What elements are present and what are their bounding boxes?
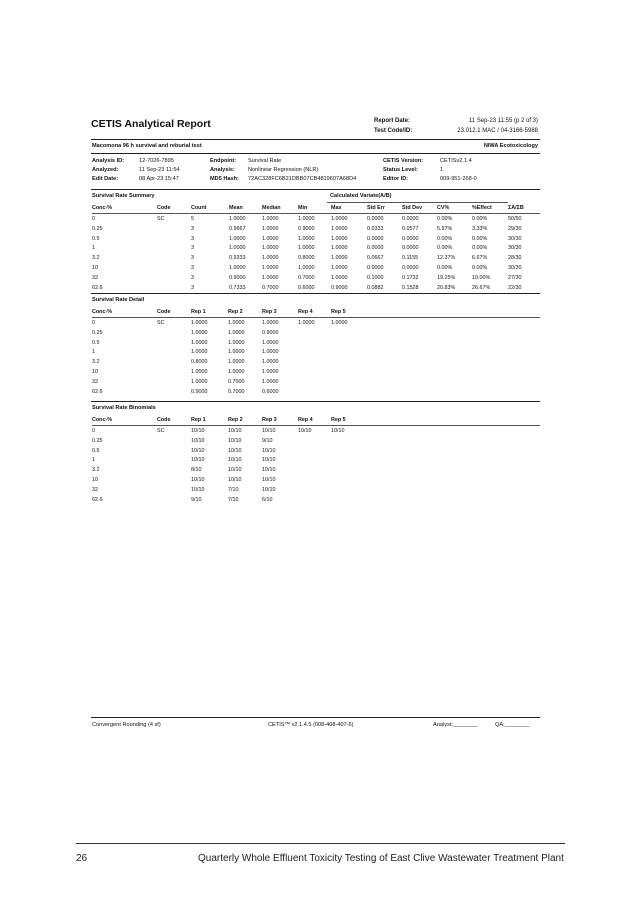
table-cell: 0.7000 <box>298 274 315 281</box>
table-cell: 22/30 <box>508 284 522 291</box>
column-header: Conc-% <box>92 309 113 315</box>
analysis-id: 12-7026-7895 <box>139 158 174 164</box>
table-cell: 10/10 <box>331 428 345 434</box>
column-header: Rep 3 <box>262 417 277 423</box>
table-cell: 0.0667 <box>367 255 384 262</box>
table-cell: 3.2 <box>92 255 100 262</box>
editor-id-label: Editor ID: <box>383 176 409 182</box>
report-date: 11 Sep-23 11:55 (p 2 of 3) <box>468 118 538 124</box>
table-cell: 1.0000 <box>191 339 208 346</box>
table-cell: 10/10 <box>228 477 242 483</box>
status-level: 1 <box>440 167 444 173</box>
table-cell: SC <box>157 216 165 222</box>
table-cell: 10/10 <box>228 447 242 454</box>
table-cell: 0.00% <box>437 265 453 271</box>
table-cell: 5.97% <box>437 225 453 232</box>
table-cell: 3 <box>191 225 194 232</box>
table-cell: 29/30 <box>508 225 522 232</box>
rounding-note: Convergent Rounding (4 sf) <box>92 722 161 728</box>
column-header: Std Dev <box>402 205 423 211</box>
table-cell: 0.9667 <box>229 225 246 232</box>
table-cell: 62.6 <box>92 388 103 395</box>
table-cell: 19.25% <box>437 274 456 281</box>
qa-signature: QA:________ <box>495 722 530 728</box>
table-cell: 1.0000 <box>228 320 245 326</box>
status-level-label: Status Level: <box>383 167 418 173</box>
table-cell: 0.0000 <box>367 216 384 222</box>
table-cell: 30/30 <box>508 245 522 252</box>
table-cell: 3 <box>191 245 194 252</box>
summary-rule <box>91 189 540 190</box>
table-cell: 0.7000 <box>262 284 279 291</box>
table-cell: 1.0000 <box>331 265 348 271</box>
table-cell: 20.83% <box>437 284 456 291</box>
column-header: Rep 5 <box>331 417 346 423</box>
table-cell: 0.0000 <box>402 216 419 222</box>
table-cell: 3 <box>191 255 194 262</box>
table-cell: 1.0000 <box>229 265 246 271</box>
table-cell: 10/10 <box>191 457 205 464</box>
table-cell: 3 <box>191 265 194 271</box>
table-cell: 0.0000 <box>402 235 419 242</box>
table-cell: 1.0000 <box>191 320 208 326</box>
table-cell: 1.0000 <box>298 320 315 326</box>
table-cell: 10/10 <box>228 467 242 474</box>
column-header: Rep 1 <box>191 309 206 315</box>
table-cell: 0.5 <box>92 339 100 346</box>
table-cell: SC <box>157 428 165 434</box>
column-header: Mean <box>229 205 243 211</box>
table-cell: 30/30 <box>508 235 522 242</box>
detail-rule <box>91 293 540 294</box>
table-cell: 3.2 <box>92 467 100 474</box>
table-cell: 10/10 <box>191 437 205 444</box>
column-header: CV% <box>437 205 450 211</box>
table-cell: 50/50 <box>508 216 522 222</box>
table-cell: 1.0000 <box>331 235 348 242</box>
table-cell: 0.9333 <box>229 255 246 262</box>
table-cell: 10/10 <box>191 428 205 434</box>
table-cell: 1 <box>92 245 95 252</box>
table-cell: 0.9000 <box>331 284 348 291</box>
column-header: Max <box>331 205 342 211</box>
column-header: Rep 4 <box>298 309 313 315</box>
table-cell: 1.0000 <box>298 235 315 242</box>
table-cell: 0.7000 <box>228 378 245 385</box>
report-title: CETIS Analytical Report <box>91 118 211 130</box>
table-cell: 1 <box>92 457 95 464</box>
column-header: ΣA/ΣB <box>508 205 524 211</box>
table-cell: 1.0000 <box>331 245 348 252</box>
edit-date: 08 Apr-23 15:47 <box>139 176 179 182</box>
table-cell: 10 <box>92 477 98 483</box>
summary-title: Survival Rate Summary <box>92 193 155 199</box>
table-cell: 10/10 <box>298 428 312 434</box>
table-cell: 10/10 <box>191 447 205 454</box>
table-cell: 0.0000 <box>367 265 384 271</box>
table-cell: 32 <box>92 378 98 385</box>
table-cell: 0.0333 <box>367 225 384 232</box>
table-cell: 62.6 <box>92 284 103 291</box>
table-cell: 1.0000 <box>331 216 348 222</box>
report-date-label: Report Date: <box>374 118 411 124</box>
column-header: Rep 3 <box>262 309 277 315</box>
test-code-label: Test Code/ID: <box>374 128 413 134</box>
edit-date-label: Edit Date: <box>92 176 119 182</box>
table-cell: 10/10 <box>228 437 242 444</box>
table-cell: 10/10 <box>191 486 205 493</box>
table-cell: 0 <box>92 320 95 326</box>
header-rule <box>91 139 540 140</box>
table-cell: 0.0000 <box>367 245 384 252</box>
table-cell: 0.6000 <box>262 388 279 395</box>
table-cell: 27/30 <box>508 274 522 281</box>
table-cell: 1.0000 <box>262 378 279 385</box>
column-header: Rep 1 <box>191 417 206 423</box>
table-cell: 0.9000 <box>298 225 315 232</box>
table-cell: 0.8000 <box>191 359 208 366</box>
table-cell: 10/10 <box>228 457 242 464</box>
table-cell: 10.00% <box>472 274 491 281</box>
table-cell: 1.0000 <box>191 369 208 375</box>
table-cell: 0.6000 <box>298 284 315 291</box>
table-cell: 0.8000 <box>298 255 315 262</box>
table-cell: 26.67% <box>472 284 491 291</box>
table-cell: 10/10 <box>262 467 276 474</box>
table-cell: 5 <box>191 216 194 222</box>
table-cell: 0.25 <box>92 225 103 232</box>
table-cell: 1.0000 <box>262 255 279 262</box>
table-cell: 7/10 <box>228 496 239 503</box>
table-cell: 10/10 <box>262 428 276 434</box>
table-cell: 0.5 <box>92 235 100 242</box>
column-header: Median <box>262 205 281 211</box>
table-cell: 0.7000 <box>228 388 245 395</box>
header-underline <box>92 317 540 318</box>
column-header: %Effect <box>472 205 492 211</box>
table-cell: 0 <box>92 216 95 222</box>
page-number: 26 <box>76 853 88 864</box>
table-cell: 0.0000 <box>402 265 419 271</box>
table-cell: 0.0577 <box>402 225 419 232</box>
table-cell: 0.00% <box>472 235 488 242</box>
document-title: Quarterly Whole Effluent Toxicity Testing of East Clive Wastewater Treatment Plant <box>198 853 564 864</box>
header-rule-2 <box>91 153 540 154</box>
binomials-rule <box>91 401 540 402</box>
md5-hash: 72AC328FC6B21DBB07CB4819607A68D4 <box>248 176 357 182</box>
table-cell: 1.0000 <box>229 235 246 242</box>
table-cell: 1.0000 <box>262 235 279 242</box>
table-cell: 3 <box>191 274 194 281</box>
table-cell: 1.0000 <box>331 255 348 262</box>
table-cell: 28/30 <box>508 255 522 262</box>
table-cell: 12.37% <box>437 255 456 262</box>
table-cell: SC <box>157 320 165 326</box>
table-cell: 10 <box>92 265 98 271</box>
table-cell: 1.0000 <box>228 349 245 356</box>
cetis-build: CETIS™ v2.1.4.5 (008-408-407-6) <box>268 722 354 728</box>
table-cell: 1.0000 <box>262 339 279 346</box>
table-cell: 1.0000 <box>228 329 245 336</box>
header-underline <box>92 425 540 426</box>
table-cell: 1.0000 <box>228 369 245 375</box>
table-cell: 0.1000 <box>367 274 384 281</box>
table-cell: 9/10 <box>262 437 273 444</box>
table-cell: 10 <box>92 369 98 375</box>
analyzed-label: Analyzed: <box>92 167 119 173</box>
table-cell: 62.6 <box>92 496 103 503</box>
column-header: Rep 2 <box>228 417 243 423</box>
table-cell: 1 <box>92 349 95 356</box>
table-cell: 1.0000 <box>191 329 208 336</box>
table-cell: 1.0000 <box>262 216 279 222</box>
detail-title: Survival Rate Detail <box>92 297 145 303</box>
table-cell: 1.0000 <box>331 225 348 232</box>
analyst-signature: Analyst:________ <box>433 722 478 728</box>
table-cell: 10/10 <box>262 457 276 464</box>
table-cell: 1.0000 <box>262 265 279 271</box>
table-cell: 32 <box>92 274 98 281</box>
calculated-variate-title: Calculated Variate(A/B) <box>330 193 392 199</box>
cetis-version-label: CETIS Version: <box>383 158 424 164</box>
table-cell: 1.0000 <box>229 216 246 222</box>
binomials-title: Survival Rate Binomials <box>92 405 156 411</box>
table-cell: 1.0000 <box>262 274 279 281</box>
report-footer-rule <box>91 717 540 718</box>
table-cell: 0.00% <box>472 245 488 252</box>
column-header: Count <box>191 205 207 211</box>
table-cell: 0.25 <box>92 329 103 336</box>
table-cell: 1.0000 <box>331 274 348 281</box>
table-cell: 1.0000 <box>262 349 279 356</box>
table-cell: 1.0000 <box>262 369 279 375</box>
column-header: Code <box>157 417 171 423</box>
page-footer-rule <box>76 843 565 844</box>
table-cell: 10/10 <box>262 477 276 483</box>
column-header: Rep 5 <box>331 309 346 315</box>
table-cell: 1.0000 <box>229 245 246 252</box>
table-cell: 10/10 <box>262 486 276 493</box>
table-cell: 0.9000 <box>191 388 208 395</box>
table-cell: 1.0000 <box>191 378 208 385</box>
table-cell: 0.9000 <box>262 329 279 336</box>
table-cell: 0.1155 <box>402 255 419 262</box>
table-cell: 1.0000 <box>262 320 279 326</box>
table-cell: 6.67% <box>472 255 488 262</box>
table-cell: 3.2 <box>92 359 100 366</box>
table-cell: 0.9000 <box>229 274 246 281</box>
test-name: Macomona 96 h survival and reburial test <box>92 143 202 149</box>
table-cell: 0.1732 <box>402 274 419 281</box>
table-cell: 0.00% <box>437 245 453 252</box>
analysis-label: Analysis: <box>210 167 235 173</box>
table-cell: 3 <box>191 284 194 291</box>
cetis-version: CETISv2.1.4 <box>440 158 472 164</box>
table-cell: 0.00% <box>437 216 453 222</box>
lab-name: NIWA Ecotoxicology <box>483 143 538 149</box>
table-cell: 0.25 <box>92 437 103 444</box>
table-cell: 1.0000 <box>228 339 245 346</box>
table-cell: 1.0000 <box>331 320 348 326</box>
table-cell: 0.1528 <box>402 284 419 291</box>
table-cell: 1.0000 <box>228 359 245 366</box>
table-cell: 1.0000 <box>262 225 279 232</box>
table-cell: 0.0882 <box>367 284 384 291</box>
header-underline <box>92 213 540 214</box>
table-cell: 1.0000 <box>298 216 315 222</box>
editor-id: 009-951-268-0 <box>440 176 477 182</box>
table-cell: 0.00% <box>472 216 488 222</box>
endpoint: Survival Rate <box>248 158 282 164</box>
column-header: Code <box>157 205 171 211</box>
table-cell: 32 <box>92 486 98 493</box>
endpoint-label: Endpoint: <box>210 158 237 164</box>
calc-underline <box>327 202 508 203</box>
table-cell: 0.5 <box>92 447 100 454</box>
table-cell: 0.7333 <box>229 284 246 291</box>
test-code: 23.012.1 MAC / 04-3166-5988 <box>457 128 538 134</box>
table-cell: 0.0000 <box>367 235 384 242</box>
analyzed: 11 Sep-23 11:54 <box>139 167 180 173</box>
analysis: Nonlinear Regression (NLR) <box>248 167 319 173</box>
analysis-id-label: Analysis ID: <box>92 158 125 164</box>
table-cell: 6/10 <box>262 496 273 503</box>
table-cell: 3 <box>191 235 194 242</box>
table-cell: 0.0000 <box>402 245 419 252</box>
column-header: Rep 4 <box>298 417 313 423</box>
column-header: Code <box>157 309 171 315</box>
table-cell: 0.00% <box>437 235 453 242</box>
table-cell: 0 <box>92 428 95 434</box>
table-cell: 10/10 <box>228 428 242 434</box>
table-cell: 1.0000 <box>191 349 208 356</box>
column-header: Conc-% <box>92 205 113 211</box>
table-cell: 3.33% <box>472 225 488 232</box>
column-header: Conc-% <box>92 417 113 423</box>
table-cell: 30/30 <box>508 265 522 271</box>
table-cell: 1.0000 <box>262 359 279 366</box>
table-cell: 10/10 <box>262 447 276 454</box>
column-header: Std Err <box>367 205 385 211</box>
column-header: Rep 2 <box>228 309 243 315</box>
table-cell: 8/10 <box>191 467 202 474</box>
column-header: Min <box>298 205 308 211</box>
md5-label: MD5 Hash: <box>210 176 239 182</box>
table-cell: 0.00% <box>472 265 488 271</box>
table-cell: 7/10 <box>228 486 239 493</box>
table-cell: 1.0000 <box>298 265 315 271</box>
table-cell: 1.0000 <box>262 245 279 252</box>
table-cell: 10/10 <box>191 477 205 483</box>
table-cell: 9/10 <box>191 496 202 503</box>
table-cell: 1.0000 <box>298 245 315 252</box>
